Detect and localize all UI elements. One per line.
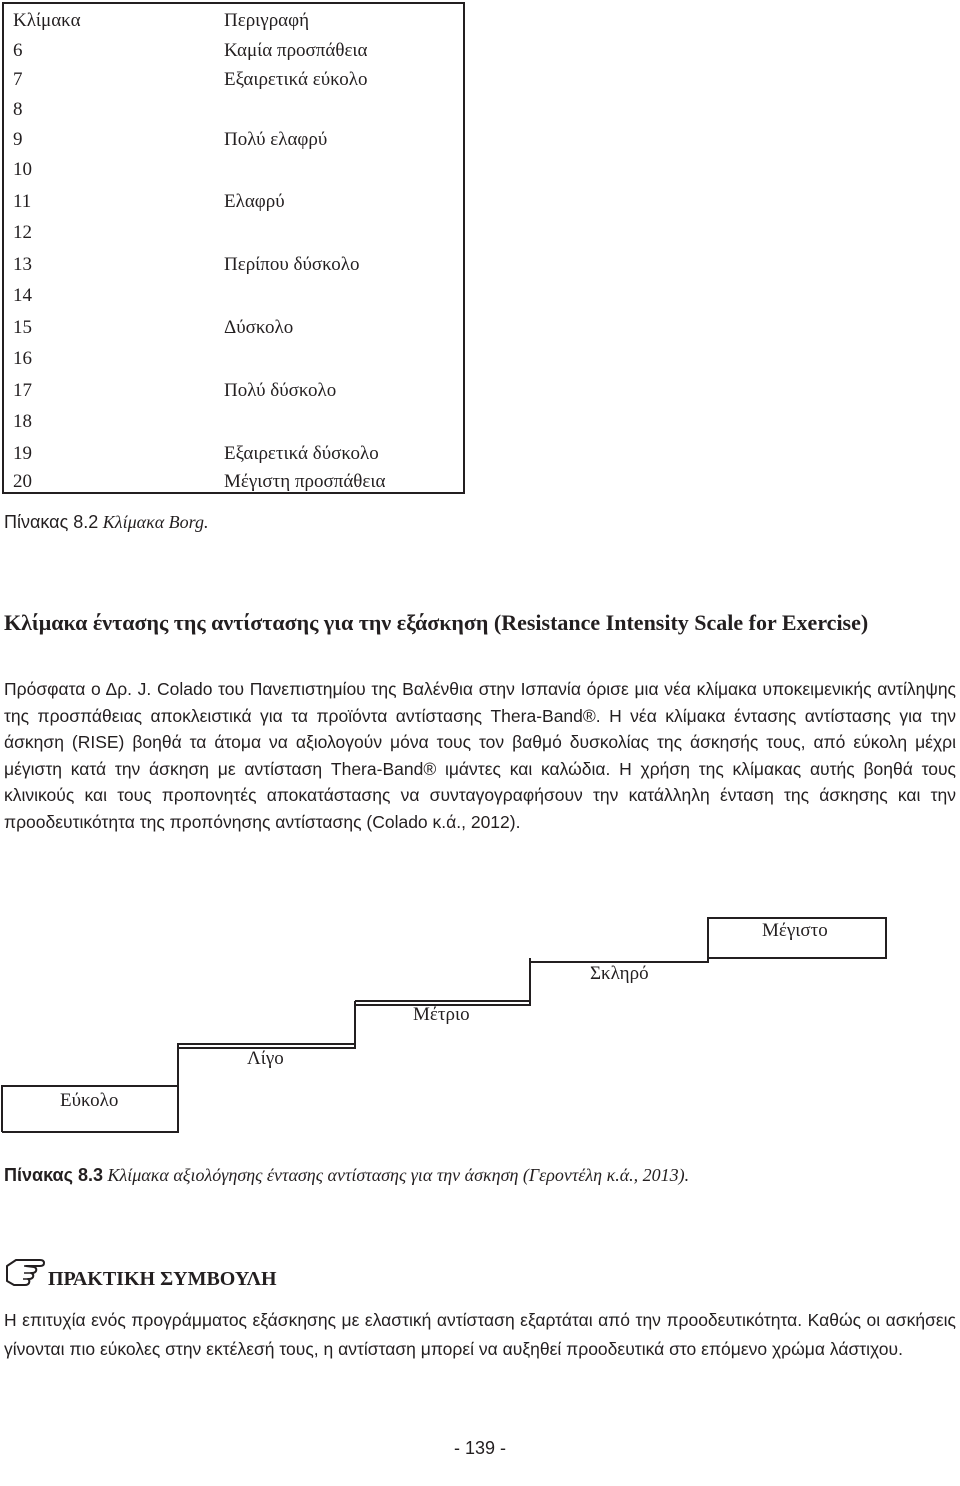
scale-description: Καμία προσπάθεια	[224, 40, 368, 61]
scale-description: Εξαιρετικά εύκολο	[224, 69, 368, 90]
scale-value: 16	[13, 348, 32, 369]
page-number: - 139 -	[453, 1438, 507, 1458]
borg-scale-table	[2, 2, 465, 494]
scale-value: 14	[13, 285, 32, 306]
scale-value: 19	[13, 443, 32, 464]
scale-value: 15	[13, 317, 32, 338]
table-caption-borg	[4, 512, 209, 533]
table-row	[4, 187, 463, 217]
scale-value: 18	[13, 411, 32, 432]
scale-description: Πολύ δύσκολο	[224, 380, 337, 401]
scale-description: Ελαφρύ	[224, 191, 285, 212]
table-row	[4, 125, 463, 155]
section-heading: Κλίμακα έντασης της αντίστασης για την εξάσκηση (Resistance Intensity Scale for Exercise)	[4, 610, 869, 635]
table-row	[4, 95, 463, 125]
scale-value: 11	[13, 191, 32, 212]
table-row	[4, 344, 463, 374]
caption-text: Κλίμακα αξιολόγησης έντασης αντίστασης για την άσκηση (Γεροντέλη κ.ά., 2013).	[102, 1165, 690, 1185]
caption-text: Κλίμακα Borg.	[98, 512, 209, 532]
step-label-easy: Εύκολο	[60, 1090, 119, 1111]
pointing-hand-icon	[4, 1252, 48, 1297]
step-label-hard: Σκληρό	[590, 963, 649, 984]
table-row	[4, 467, 463, 497]
scale-value: 6	[13, 40, 23, 61]
scale-description: Δύσκολο	[224, 317, 294, 338]
tip-title: ΠΡΑΚΤΙΚΗ ΣΥΜΒΟΥΛΗ	[48, 1268, 277, 1290]
table-row	[4, 313, 463, 343]
table-row	[4, 218, 463, 248]
step-label-moderate: Μέτριο	[413, 1004, 470, 1025]
table-row	[4, 36, 463, 66]
table-row	[4, 407, 463, 437]
table-row	[4, 155, 463, 185]
rise-staircase-diagram	[0, 910, 960, 1140]
table-row	[4, 250, 463, 280]
tip-text: Η επιτυχία ενός προγράμματος εξάσκησης με ελαστική αντίσταση εξαρτάται από την προοδευτικότητα. Καθώς οι ασκήσεις γίνονται πιο εύκολες στην εκτέλεσή τους, η αντίσταση μπορεί να αυξηθεί προοδευτικά στο επόμενο χρώμα λάστιχου.	[4, 1310, 956, 1359]
scale-value: 7	[13, 69, 23, 90]
table-row	[4, 281, 463, 311]
scale-description: Πολύ ελαφρύ	[224, 129, 328, 150]
scale-value: 9	[13, 129, 23, 150]
caption-label: Πίνακας 8.3	[4, 1165, 103, 1185]
table-row	[4, 376, 463, 406]
scale-description: Εξαιρετικά δύσκολο	[224, 443, 379, 464]
scale-value: 13	[13, 254, 32, 275]
table-row	[4, 65, 463, 95]
table-caption-rise	[4, 1165, 689, 1186]
scale-description: Μέγιστη προσπάθεια	[224, 471, 386, 492]
staircase-outline	[0, 910, 960, 1140]
header-scale: Κλίμακα	[13, 10, 81, 31]
scale-value: 12	[13, 222, 32, 243]
step-label-maximum: Μέγιστο	[762, 920, 828, 941]
table-row	[4, 439, 463, 469]
scale-description: Περίπου δύσκολο	[224, 254, 360, 275]
scale-value: 8	[13, 99, 23, 120]
scale-value: 20	[13, 471, 32, 492]
header-description: Περιγραφή	[224, 10, 310, 31]
scale-value: 10	[13, 159, 32, 180]
scale-value: 17	[13, 380, 32, 401]
caption-label: Πίνακας 8.2	[4, 512, 99, 532]
body-paragraph: Πρόσφατα ο Δρ. J. Colado του Πανεπιστημίου της Βαλένθια στην Ισπανία όρισε μια νέα κλίμακα υποκειμενικής αντίληψης της προσπάθειας αποκλειστικά για τα προϊόντα αντίστασης Thera-Band®. Η νέα κλίμακα έντασης αντίστασης για την άσκηση (RISE) βοηθά τα άτομα να αξιολογούν μόνα τους τον βαθμό δυσκολίας της άσκησής τους, από εύκολη μέχρι μέγιστη κατά την άσκηση με αντίσταση Thera-Band® ιμάντες και καλώδια. Η χρήση της κλίμακας αυτής βοηθά τους κλινικούς και τους προπονητές αποκατάστασης να συνταγογραφήσουν την κατάλληλη ένταση της άσκησης και την προοδευτικότητα της προπόνησης αντίστασης (Colado κ.ά., 2012).	[4, 679, 956, 832]
table-header-row	[4, 6, 463, 36]
step-label-little: Λίγο	[247, 1048, 284, 1069]
